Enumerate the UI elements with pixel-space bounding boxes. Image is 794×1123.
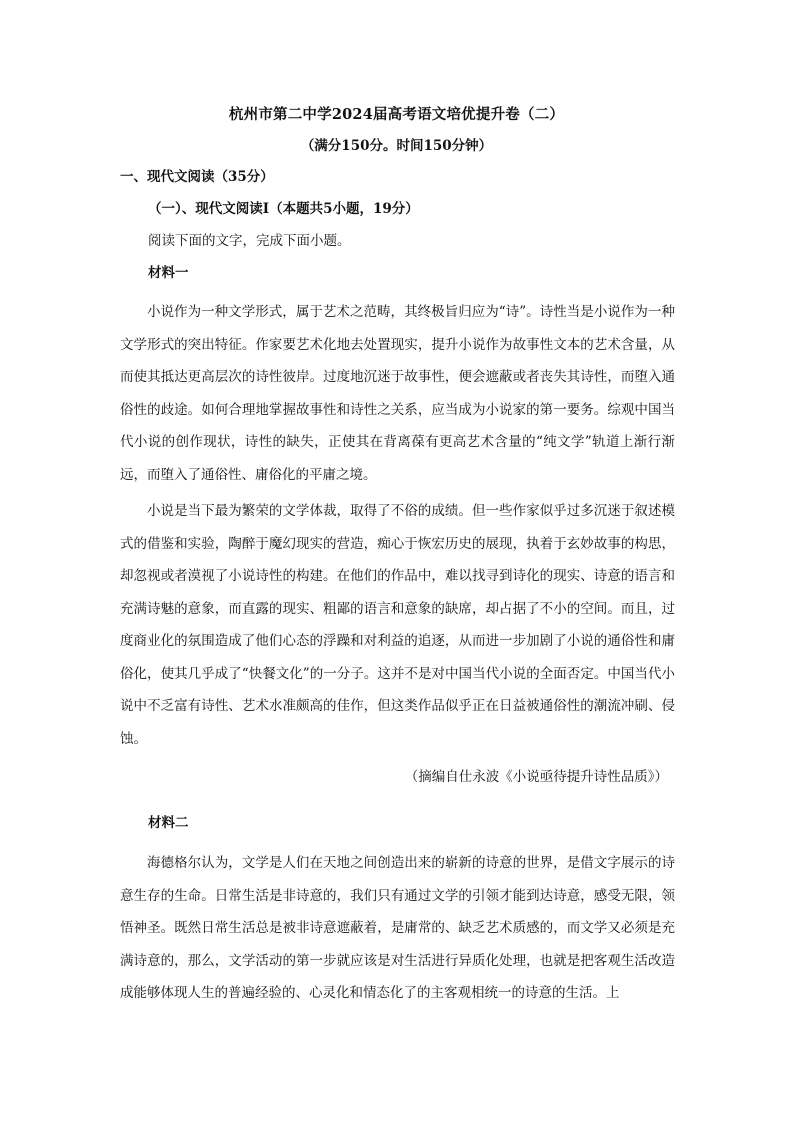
exam-title: 杭州市第二中学2024届高考语文培优提升卷（二） <box>228 106 565 123</box>
subsection-heading: （一）、现代文阅读Ⅰ（本题共5小题，19分） <box>148 201 419 217</box>
reading-instruction: 阅读下面的文字，完成下面小题。 <box>148 233 351 249</box>
material-one-label: 材料一 <box>148 265 189 281</box>
material-one-source: （摘编自仕永波《小说亟待提升诗性品质》） <box>404 769 668 785</box>
material-two-label: 材料二 <box>148 815 189 831</box>
exam-subtitle: （满分150分。时间150分钟） <box>300 138 493 154</box>
section-heading: 一、现代文阅读（35分） <box>120 169 274 185</box>
material-one-paragraph: 小说作为一种文学形式，属于艺术之范畴，其终极旨归应为“诗”。诗性当是小说作为一种文学形式的突出特征。作家要艺术化地去处置现实，提升小说作为故事性文本的艺术含量，从而使其抵达更高层次的诗性彼岸。过度地沉迷于故事性，便会遮蔽或者丧失其诗性，而堕入通俗性的歧途。如何合理地掌握故事性和诗性之关系，应当成为小说家的第一要务。综观中国当代小说的创作现状，诗性的缺失，正使其在背离葆有更高艺术含量的“纯文学”轨道上渐行渐远，而堕入了通俗性、庸俗化的平庸之境。 <box>120 304 675 483</box>
material-two-paragraph: 海德格尔认为，文学是人们在天地之间创造出来的崭新的诗意的世界，是借文字展示的诗意生存的生命。日常生活是非诗意的，我们只有通过文学的引领才能到达诗意，感受无限，领悟神圣。既然日常生活总是被非诗意遮蔽着，是庸常的、缺乏艺术质感的，而文学又必须是充满诗意的，那么，文学活动的第一步就应该是对生活进行异质化处理，也就是把客观生活改造成能够体现人生的普遍经验的、心灵化和情态化了的主客观相统一的诗意的生活。上 <box>120 855 675 1001</box>
material-one-paragraph: 小说是当下最为繁荣的文学体裁，取得了不俗的成绩。但一些作家似乎过多沉迷于叙述模式的借鉴和实验，陶醉于魔幻现实的营造，痴心于恢宏历史的展现，执着于玄妙故事的构思，却忽视或者漠视了小说诗性的构建。在他们的作品中，难以找寻到诗化的现实、诗意的语言和充满诗魅的意象，而直露的现实、粗鄙的语言和意象的缺席，却占据了不小的空间。而且，过度商业化的氛围造成了他们心态的浮躁和对利益的追逐，从而进一步加剧了小说的通俗性和庸俗化，使其几乎成了“快餐文化”的一分子。这并不是对中国当代小说的全面否定。中国当代小说中不乏富有诗性、艺术水准颇高的佳作，但这类作品似乎正在日益被通俗性的潮流冲刷、侵蚀。 <box>120 503 675 747</box>
